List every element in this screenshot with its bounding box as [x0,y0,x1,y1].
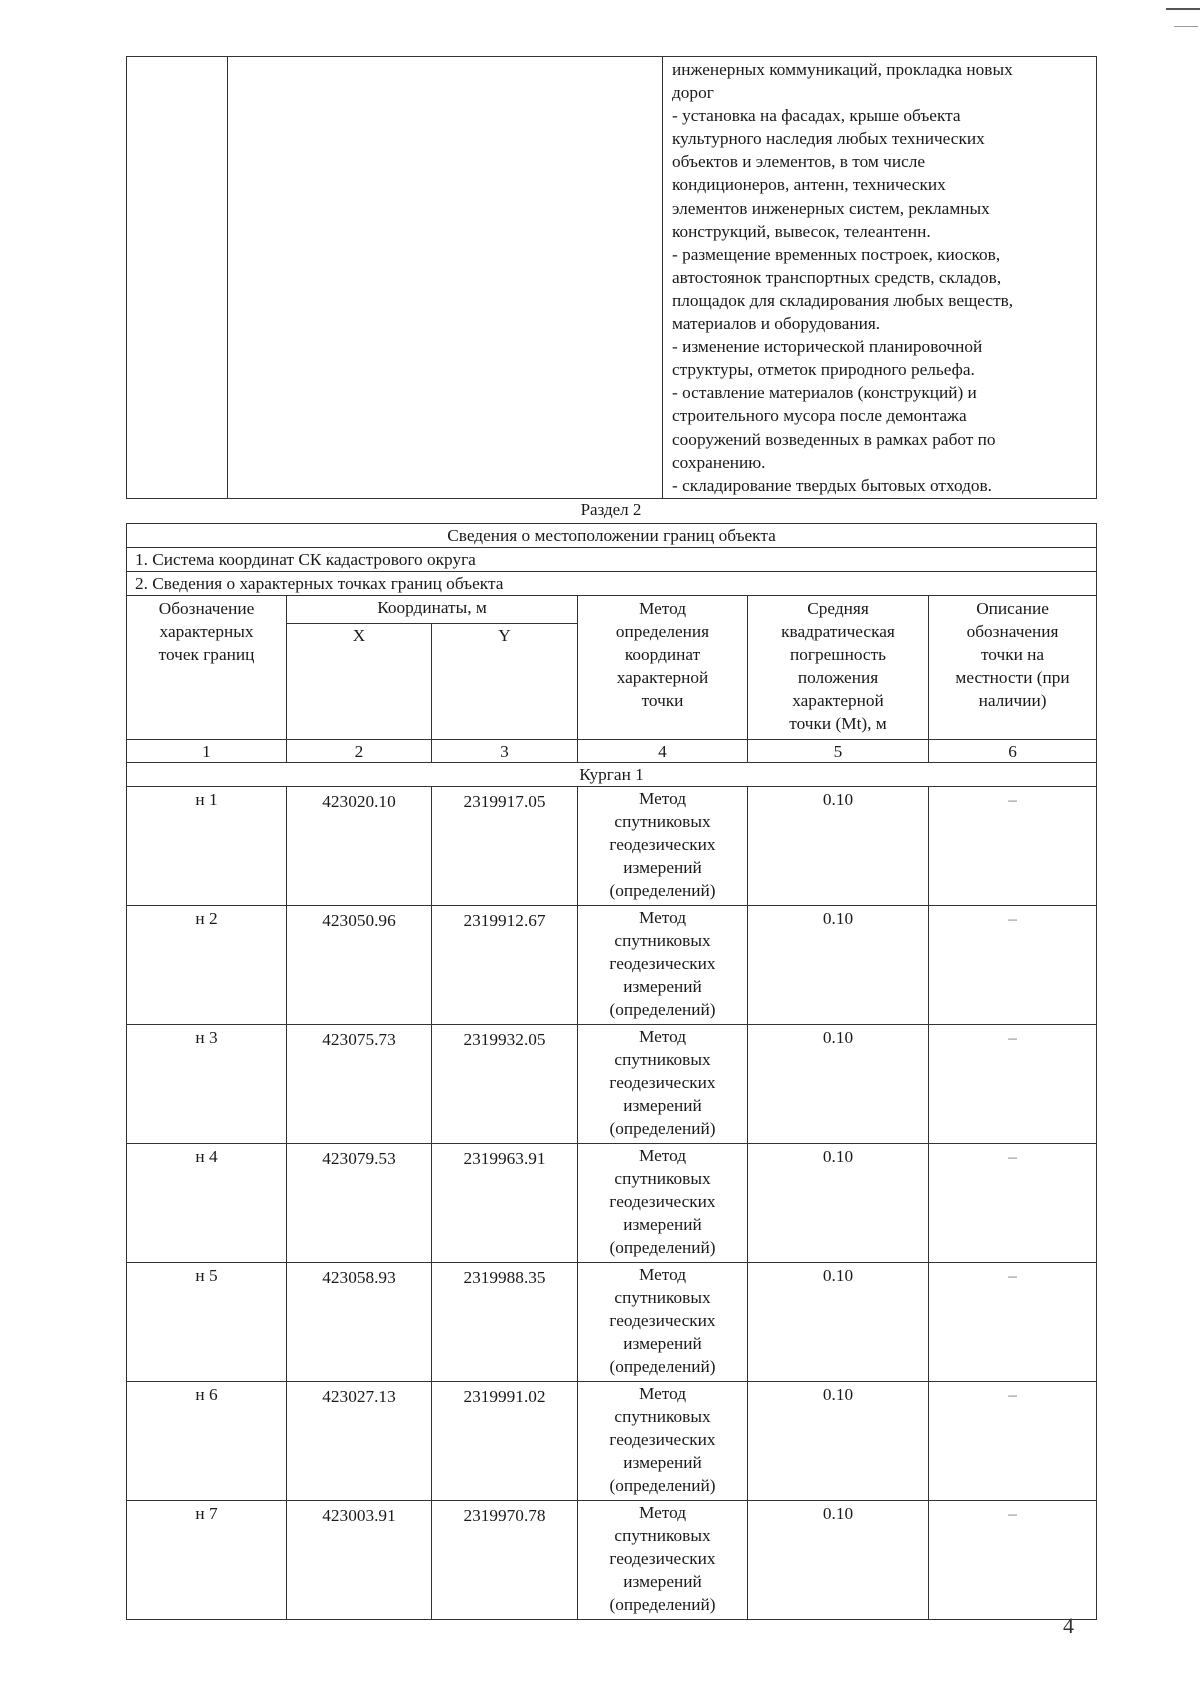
error-value: 0.10 [748,1144,929,1263]
method-line: измерений [623,1215,702,1235]
restriction-line: автостоянок транспортных средств, складов, [672,267,1002,287]
method-cell [578,1025,748,1144]
header-line: характерных [159,622,254,641]
header-x: X [287,624,432,740]
column-number: 4 [578,740,748,763]
restriction-line: дорог [672,83,714,103]
x-coordinate: 423020.10 [287,787,432,906]
header-line: характерной [616,668,709,687]
point-label: н 5 [127,1263,287,1382]
table-row [127,1025,1097,1144]
restriction-line: - размещение временных построек, киосков, [672,244,1001,264]
error-value: 0.10 [748,1025,929,1144]
coordinate-system-row: 1. Система координат СК кадастрового округа [127,548,1097,572]
group-title: Курган 1 [127,763,1097,787]
method-line: спутниковых [614,1050,711,1070]
header-line: координат [624,645,701,664]
description-value: – [929,1382,1097,1501]
points-info-title: 2. Сведения о характерных точках границ объекта [127,572,1097,596]
restrictions-table [126,56,1097,499]
x-coordinate: 423050.96 [287,906,432,1025]
table-row [127,1501,1097,1620]
method-line: спутниковых [614,1169,711,1189]
method-line: геодезических [609,1549,716,1569]
section-title: Сведения о местоположении границ объекта [127,524,1097,548]
restriction-line: - складирование твердых бытовых отходов. [672,475,993,495]
error-value: 0.10 [748,1501,929,1620]
header-line: погрешность [789,645,887,664]
method-cell [578,906,748,1025]
error-value: 0.10 [748,906,929,1025]
method-line: измерений [623,1453,702,1473]
method-line: спутниковых [614,1288,711,1308]
error-value: 0.10 [748,1263,929,1382]
description-value: – [929,906,1097,1025]
x-coordinate: 423003.91 [287,1501,432,1620]
x-coordinate: 423075.73 [287,1025,432,1144]
restriction-line: элементов инженерных систем, рекламных [672,198,990,218]
method-line: Метод [638,1384,687,1403]
method-line: (определений) [609,1000,716,1020]
method-line: геодезических [609,1192,716,1212]
point-label: н 4 [127,1144,287,1263]
restrictions-cell-empty-2 [228,57,663,499]
method-line: геодезических [609,1073,716,1093]
table-row [127,906,1097,1025]
table-row [127,787,1097,906]
section-heading: Раздел 2 [580,500,642,519]
header-line: Обозначение [158,599,255,618]
header-line: точки (Mt), м [789,714,887,733]
header-line: обозначения [966,622,1059,641]
header-line: точки [641,691,684,710]
boundary-points-table [126,523,1097,1620]
column-number: 6 [929,740,1097,763]
restriction-line: инженерных коммуникаций, прокладка новых [672,60,1013,79]
header-method [578,596,748,740]
scan-edge-mark [1166,8,1200,10]
method-cell [578,1144,748,1263]
method-line: геодезических [609,1430,716,1450]
header-y: Y [432,624,578,740]
column-number: 5 [748,740,929,763]
restriction-line: сохранению. [672,452,766,472]
method-line: Метод [638,1503,687,1522]
description-value: – [929,1263,1097,1382]
description-value: – [929,1025,1097,1144]
method-line: (определений) [609,881,716,901]
table-row [127,1144,1097,1263]
y-coordinate: 2319963.91 [432,1144,578,1263]
table-row [127,1382,1097,1501]
restriction-line: материалов и оборудования. [672,314,881,334]
method-line: спутниковых [614,1526,711,1546]
restriction-line: - установка на фасадах, крыше объекта [672,106,961,126]
header-line: наличии) [978,691,1047,710]
restriction-line: - изменение исторической планировочной [672,337,983,357]
restriction-line: культурного наследия любых технических [672,129,985,149]
header-line: положения [797,668,879,687]
y-coordinate: 2319932.05 [432,1025,578,1144]
point-label: н 7 [127,1501,287,1620]
error-value: 0.10 [748,787,929,906]
point-label: н 2 [127,906,287,1025]
method-line: измерений [623,1096,702,1116]
method-line: геодезических [609,954,716,974]
header-line: квадратическая [781,622,895,641]
x-coordinate: 423079.53 [287,1144,432,1263]
method-cell [578,1263,748,1382]
method-line: Метод [638,908,687,927]
method-line: Метод [638,789,687,808]
method-line: геодезических [609,835,716,855]
point-label: н 1 [127,787,287,906]
column-number: 2 [287,740,432,763]
method-line: измерений [623,1572,702,1592]
restriction-line: сооружений возведенных в рамках работ по [672,429,996,449]
y-coordinate: 2319917.05 [432,787,578,906]
method-line: измерений [623,858,702,878]
scan-edge-mark-2 [1174,26,1198,27]
method-line: Метод [638,1027,687,1046]
method-line: (определений) [609,1476,716,1496]
restriction-line: структуры, отметок природного рельефа. [672,360,975,380]
method-line: измерений [623,977,702,997]
restriction-line: объектов и элементов, в том числе [672,152,926,172]
method-line: спутниковых [614,1407,711,1427]
header-line: Средняя [807,599,869,618]
description-value: – [929,787,1097,906]
method-line: спутниковых [614,931,711,951]
method-line: спутниковых [614,812,711,832]
x-coordinate: 423027.13 [287,1382,432,1501]
header-line: Описание [976,599,1049,618]
point-label: н 3 [127,1025,287,1144]
header-line: точек границ [158,645,255,664]
description-value: – [929,1501,1097,1620]
method-line: Метод [638,1146,687,1165]
restriction-line: площадок для складирования любых веществ, [672,290,1014,310]
header-coordinates: Координаты, м [287,596,578,624]
method-cell [578,787,748,906]
restriction-line: - оставление материалов (конструкций) и [672,383,977,403]
restriction-line: конструкций, вывесок, телеантенн. [672,221,931,241]
header-line: точки на [980,645,1045,664]
y-coordinate: 2319912.67 [432,906,578,1025]
header-point-designation [127,596,287,740]
column-number: 3 [432,740,578,763]
header-description [929,596,1097,740]
method-line: (определений) [609,1595,716,1615]
y-coordinate: 2319991.02 [432,1382,578,1501]
point-label: н 6 [127,1382,287,1501]
method-line: (определений) [609,1119,716,1139]
page-number: 4 [1063,1613,1074,1638]
restriction-line: кондиционеров, антенн, технических [672,175,946,195]
restriction-line: строительного мусора после демонтажа [672,406,967,426]
method-line: (определений) [609,1238,716,1258]
method-line: измерений [623,1334,702,1354]
column-number: 1 [127,740,287,763]
description-value: – [929,1144,1097,1263]
table-row [127,1263,1097,1382]
method-line: геодезических [609,1311,716,1331]
method-line: Метод [638,1265,687,1284]
error-value: 0.10 [748,1382,929,1501]
header-line: местности (при [955,668,1070,687]
method-cell [578,1501,748,1620]
method-cell [578,1382,748,1501]
header-error [748,596,929,740]
header-line: Метод [638,599,687,618]
restrictions-text-cell [663,57,1097,499]
method-line: (определений) [609,1357,716,1377]
y-coordinate: 2319970.78 [432,1501,578,1620]
y-coordinate: 2319988.35 [432,1263,578,1382]
x-coordinate: 423058.93 [287,1263,432,1382]
header-line: характерной [792,691,884,710]
restrictions-cell-empty-1 [127,57,228,499]
header-line: определения [615,622,710,641]
